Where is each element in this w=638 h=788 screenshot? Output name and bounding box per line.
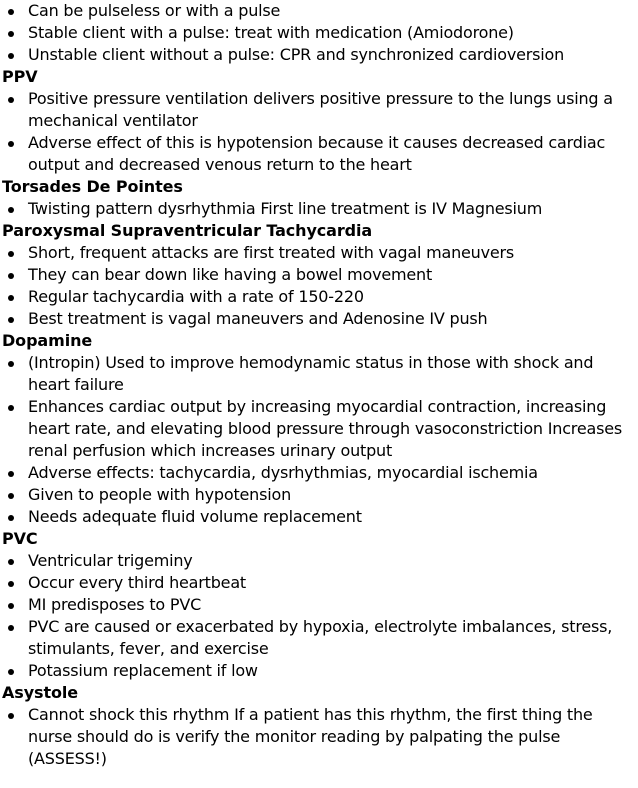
list-item: MI predisposes to PVC bbox=[2, 594, 638, 616]
list-item: Enhances cardiac output by increasing myocardial contraction, increasing heart rate, and elevating blood pressure through vasoconstriction Increases renal perfusion which increases urinary output bbox=[2, 396, 638, 462]
list-item: Ventricular trigeminy bbox=[2, 550, 638, 572]
list-item: Stable client with a pulse: treat with medication (Amiodorone) bbox=[2, 22, 638, 44]
list-item: Short, frequent attacks are first treated with vagal maneuvers bbox=[2, 242, 638, 264]
bullet-dot-icon bbox=[8, 581, 14, 587]
bullet-dot-icon bbox=[8, 471, 14, 477]
list-item: PVC are caused or exacerbated by hypoxia, electrolyte imbalances, stress, stimulants, fever, and exercise bbox=[2, 616, 638, 660]
bullet-dot-icon bbox=[8, 9, 14, 15]
bullet-dot-icon bbox=[8, 251, 14, 257]
bullet-dot-icon bbox=[8, 625, 14, 631]
bullet-dot-icon bbox=[8, 53, 14, 59]
bullet-dot-icon bbox=[8, 295, 14, 301]
list-item: Adverse effects: tachycardia, dysrhythmias, myocardial ischemia bbox=[2, 462, 638, 484]
bullet-dot-icon bbox=[8, 515, 14, 521]
list-item: Twisting pattern dysrhythmia First line treatment is IV Magnesium bbox=[2, 198, 638, 220]
bullet-list-psvt bbox=[2, 242, 638, 330]
bullet-list-ppv bbox=[2, 88, 638, 176]
bullet-list-torsades bbox=[2, 198, 638, 220]
bullet-list-asystole bbox=[2, 704, 638, 770]
bullet-list-intro bbox=[2, 0, 638, 66]
bullet-dot-icon bbox=[8, 559, 14, 565]
bullet-dot-icon bbox=[8, 713, 14, 719]
bullet-list-dopamine bbox=[2, 352, 638, 528]
bullet-dot-icon bbox=[8, 141, 14, 147]
list-item: Can be pulseless or with a pulse bbox=[2, 0, 638, 22]
bullet-dot-icon bbox=[8, 273, 14, 279]
section-heading-torsades: Torsades De Pointes bbox=[2, 177, 183, 196]
list-item: Cannot shock this rhythm If a patient has this rhythm, the first thing the nurse should do is verify the monitor reading by palpating the pulse (ASSESS!) bbox=[2, 704, 638, 770]
bullet-dot-icon bbox=[8, 493, 14, 499]
bullet-dot-icon bbox=[8, 31, 14, 37]
list-item: (Intropin) Used to improve hemodynamic status in those with shock and heart failure bbox=[2, 352, 638, 396]
bullet-dot-icon bbox=[8, 317, 14, 323]
list-item: Best treatment is vagal maneuvers and Adenosine IV push bbox=[2, 308, 638, 330]
section-heading-dopamine: Dopamine bbox=[2, 331, 93, 350]
list-item: They can bear down like having a bowel movement bbox=[2, 264, 638, 286]
section-heading-psvt: Paroxysmal Supraventricular Tachycardia bbox=[2, 221, 373, 240]
list-item: Given to people with hypotension bbox=[2, 484, 638, 506]
list-item: Adverse effect of this is hypotension because it causes decreased cardiac output and decreased venous return to the heart bbox=[2, 132, 638, 176]
bullet-list-pvc bbox=[2, 550, 638, 682]
list-item: Occur every third heartbeat bbox=[2, 572, 638, 594]
section-heading-ppv: PPV bbox=[2, 67, 38, 86]
list-item: Potassium replacement if low bbox=[2, 660, 638, 682]
list-item: Needs adequate fluid volume replacement bbox=[2, 506, 638, 528]
bullet-dot-icon bbox=[8, 207, 14, 213]
bullet-dot-icon bbox=[8, 361, 14, 367]
list-item: Positive pressure ventilation delivers positive pressure to the lungs using a mechanical ventilator bbox=[2, 88, 638, 132]
bullet-dot-icon bbox=[8, 97, 14, 103]
bullet-dot-icon bbox=[8, 603, 14, 609]
section-heading-asystole: Asystole bbox=[2, 683, 79, 702]
bullet-dot-icon bbox=[8, 669, 14, 675]
bullet-dot-icon bbox=[8, 405, 14, 411]
section-heading-pvc: PVC bbox=[2, 529, 38, 548]
list-item: Unstable client without a pulse: CPR and synchronized cardioversion bbox=[2, 44, 638, 66]
list-item: Regular tachycardia with a rate of 150-220 bbox=[2, 286, 638, 308]
